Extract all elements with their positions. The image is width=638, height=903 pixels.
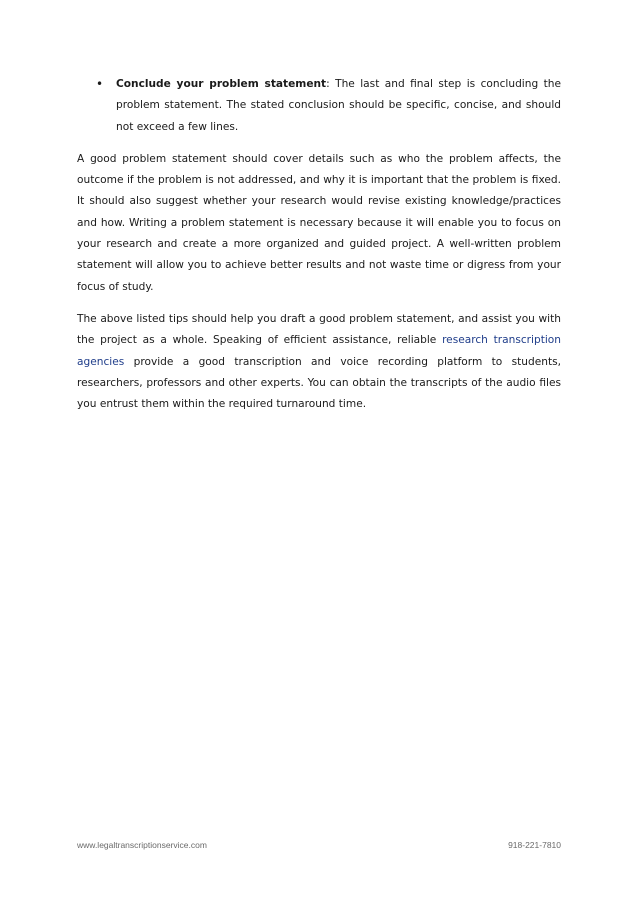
bullet-lead: Conclude your problem statement — [116, 78, 327, 90]
bullet-text — [116, 74, 561, 138]
page-footer — [77, 840, 561, 850]
paragraph-tips-after-link: provide a good transcription and voice recording platform to students, researchers, professors and other experts. You can obtain the transcripts of the audio files you entrust them within the required turnaround time. — [77, 355, 561, 411]
paragraph-tips-before-link: The above listed tips should help you draft a good problem statement, and assist you with the project as a whole. Speaking of efficient assistance, reliable — [77, 312, 561, 347]
footer-phone: 918-221-7810 — [508, 840, 561, 850]
paragraph-tips — [77, 309, 561, 415]
paragraph-problem-statement: A good problem statement should cover details such as who the problem affects, the outcome if the problem is not addressed, and why it is important that the problem is fixed. It should also suggest whether your research would revise existing knowledge/practices and how. Writing a problem statement is necessary because it will enable you to focus on your research and create a more organized and guided project. A well-written problem statement will allow you to achieve better results and not waste time or digress from your focus of study. — [77, 152, 561, 293]
bullet-marker: • — [96, 77, 104, 91]
document-page — [77, 74, 561, 426]
research-transcription-link[interactable]: research transcription agencies — [77, 334, 562, 368]
bullet-body: : The last and final step is concluding the problem statement. The stated conclusion should be specific, concise, and should not exceed a few lines. — [116, 78, 562, 133]
footer-website: www.legaltranscriptionservice.com — [77, 840, 207, 850]
bullet-item — [77, 74, 561, 138]
